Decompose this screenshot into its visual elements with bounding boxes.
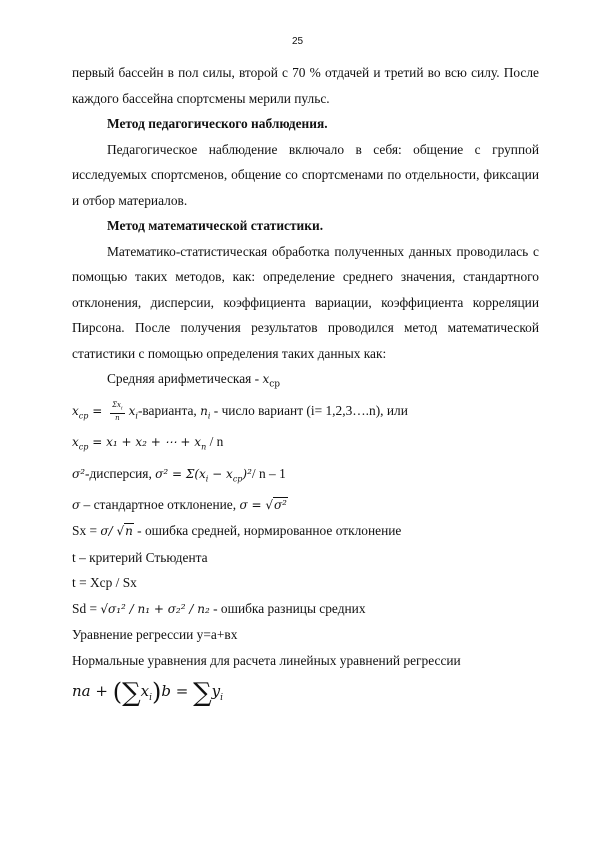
formula-difference-error: Sd = √σ₁² / n₁ + σ₂² / n₂ - ошибка разницы средних xyxy=(72,600,366,616)
paragraph-statistics: Математико-статистическая обработка полученных данных проводилась с помощью таких методов, как: определение среднего значения, стандартного отклонения, дисперсии, коэффициента вариации, коэффициента корреляции Пирсона. После получения результатов проводился метод математической статистики с помощью определения таких данных как: xyxy=(72,243,539,361)
formula-mean-definition: $x_{ср}$ = $\frac{\Sigma x_i}{n}$ $x_i$-варианта, $n_i$ - число вариант (i= 1,2,3….n), или xyxy=(72,400,408,423)
heading-pedagogical-observation: Метод педагогического наблюдения. xyxy=(107,116,328,131)
fraction-mean: $\frac{\Sigma x_i}{n}$ xyxy=(112,400,123,423)
formula-regression: Уравнение регрессии y=a+вx xyxy=(72,627,238,643)
formula-t-value: t = Xcp / Sx xyxy=(72,575,137,591)
formula-variance: σ²-дисперсия, $\sigma^2 = \Sigma(x_i - x_{ср})^2/$ n – 1 xyxy=(72,465,286,484)
document-body xyxy=(72,60,539,712)
formula-normal-equation: na + $(\sum x_i)b = \sum y_i$ xyxy=(72,678,224,709)
formula-student-criterion: t – критерий Стьюдента xyxy=(72,549,208,565)
paragraph-intro: первый бассейн в пол силы, второй с 70 % отдачей и третий во всю силу. После каждого бассейна спортсмены мерили пульс. xyxy=(72,65,539,106)
heading-math-statistics: Метод математической статистики. xyxy=(107,218,324,233)
formula-normal-equations-label: Нормальные уравнения для расчета линейных уравнений регрессии xyxy=(72,652,461,668)
page-number: 25 xyxy=(291,36,304,47)
paragraph-observation: Педагогическое наблюдение включало в себя: общение с группой исследуемых спортсменов, общение со спортсменами по отдельности, фиксации и отбор материалов. xyxy=(72,141,539,208)
formula-mean-label: Средняя арифметическая - $x_{ср}$ xyxy=(107,371,281,390)
formula-mean-sum: $x_{ср} = x_1 + x_2$ + ⋯ + $x_n$ / n xyxy=(72,434,224,453)
formula-std-deviation: σ – стандартное отклонение, σ = √σ² xyxy=(72,496,287,512)
formula-mean-error: Sx = σ/ √n - ошибка средней, нормированное отклонение xyxy=(72,523,402,539)
